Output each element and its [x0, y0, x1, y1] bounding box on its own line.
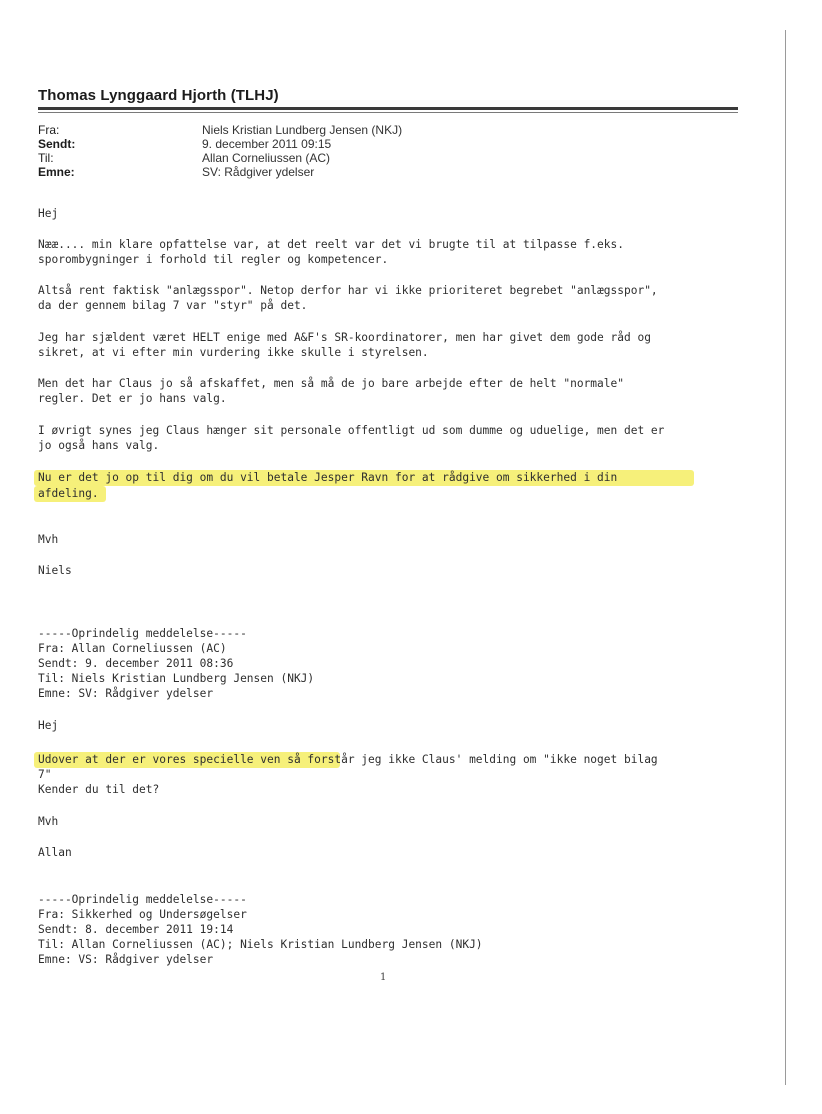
quote-separator: -----Oprindelig meddelelse----- — [38, 893, 247, 906]
quote-emne: Emne: VS: Rådgiver ydelser — [38, 953, 214, 966]
page-edge — [785, 30, 786, 1085]
body-line: da der gennem bilag 7 var "styr" på det. — [38, 299, 308, 312]
highlighted-line: Nu er det jo op til dig om du vil betale Jesper Ravn for at rådgive om sikkerhed i din — [38, 471, 618, 484]
quote-line: Kender du til det? — [38, 783, 160, 796]
highlighted-line: afdeling. — [38, 487, 99, 500]
signature: Niels — [38, 564, 72, 577]
quote-emne: Emne: SV: Rådgiver ydelser — [38, 687, 214, 700]
header-rule — [38, 107, 738, 110]
highlighted-line: Udover at der er vores specielle ven så forstår jeg ikke Claus' melding om "ikke noget bilag — [38, 753, 658, 766]
sendt-value: 9. december 2011 09:15 — [202, 137, 332, 151]
sender-name: Thomas Lynggaard Hjorth (TLHJ) — [38, 87, 279, 104]
body-line: I øvrigt synes jeg Claus hænger sit personale offentligt ud som dumme og uduelige, men det er — [38, 424, 665, 437]
emne-value: SV: Rådgiver ydelser — [202, 165, 315, 179]
til-label: Til: — [38, 151, 54, 165]
quote-fra: Fra: Sikkerhed og Undersøgelser — [38, 908, 247, 921]
fra-value: Niels Kristian Lundberg Jensen (NKJ) — [202, 123, 403, 137]
header-rule-thin — [38, 112, 738, 113]
body-line: Nææ.... min klare opfattelse var, at det reelt var det vi brugte til at tilpasse f.eks. — [38, 238, 624, 251]
body-line: sporombygninger i forhold til regler og kompetencer. — [38, 253, 389, 266]
emne-label: Emne: — [38, 165, 75, 179]
body-line: jo også hans valg. — [38, 439, 160, 452]
body-line: Men det har Claus jo så afskaffet, men så må de jo bare arbejde efter de helt "normale" — [38, 377, 624, 390]
body-line: sikret, at vi efter min vurdering ikke skulle i styrelsen. — [38, 346, 429, 359]
body-line: Altså rent faktisk "anlægsspor". Netop derfor har vi ikke prioriteret begrebet "anlægsspor", — [38, 284, 658, 297]
quote-separator: -----Oprindelig meddelelse----- — [38, 627, 247, 640]
quote-sendt: Sendt: 9. december 2011 08:36 — [38, 657, 234, 670]
quote-til: Til: Allan Corneliussen (AC); Niels Kristian Lundberg Jensen (NKJ) — [38, 938, 483, 951]
body-line: regler. Det er jo hans valg. — [38, 392, 227, 405]
quote-til: Til: Niels Kristian Lundberg Jensen (NKJ) — [38, 672, 315, 685]
til-value: Allan Corneliussen (AC) — [202, 151, 331, 165]
quote-fra: Fra: Allan Corneliussen (AC) — [38, 642, 227, 655]
quote-line: 7" — [38, 768, 52, 781]
page-number: 1 — [380, 972, 387, 983]
fra-label: Fra: — [38, 123, 60, 137]
quote-greeting: Hej — [38, 719, 59, 732]
quote-closing: Mvh — [38, 815, 59, 828]
greeting: Hej — [38, 207, 59, 220]
quote-signature: Allan — [38, 846, 72, 859]
body-line: Jeg har sjældent været HELT enige med A&F's SR-koordinatorer, men har givet dem gode råd og — [38, 331, 651, 344]
closing: Mvh — [38, 533, 59, 546]
sendt-label: Sendt: — [38, 137, 76, 151]
quote-sendt: Sendt: 8. december 2011 19:14 — [38, 923, 234, 936]
